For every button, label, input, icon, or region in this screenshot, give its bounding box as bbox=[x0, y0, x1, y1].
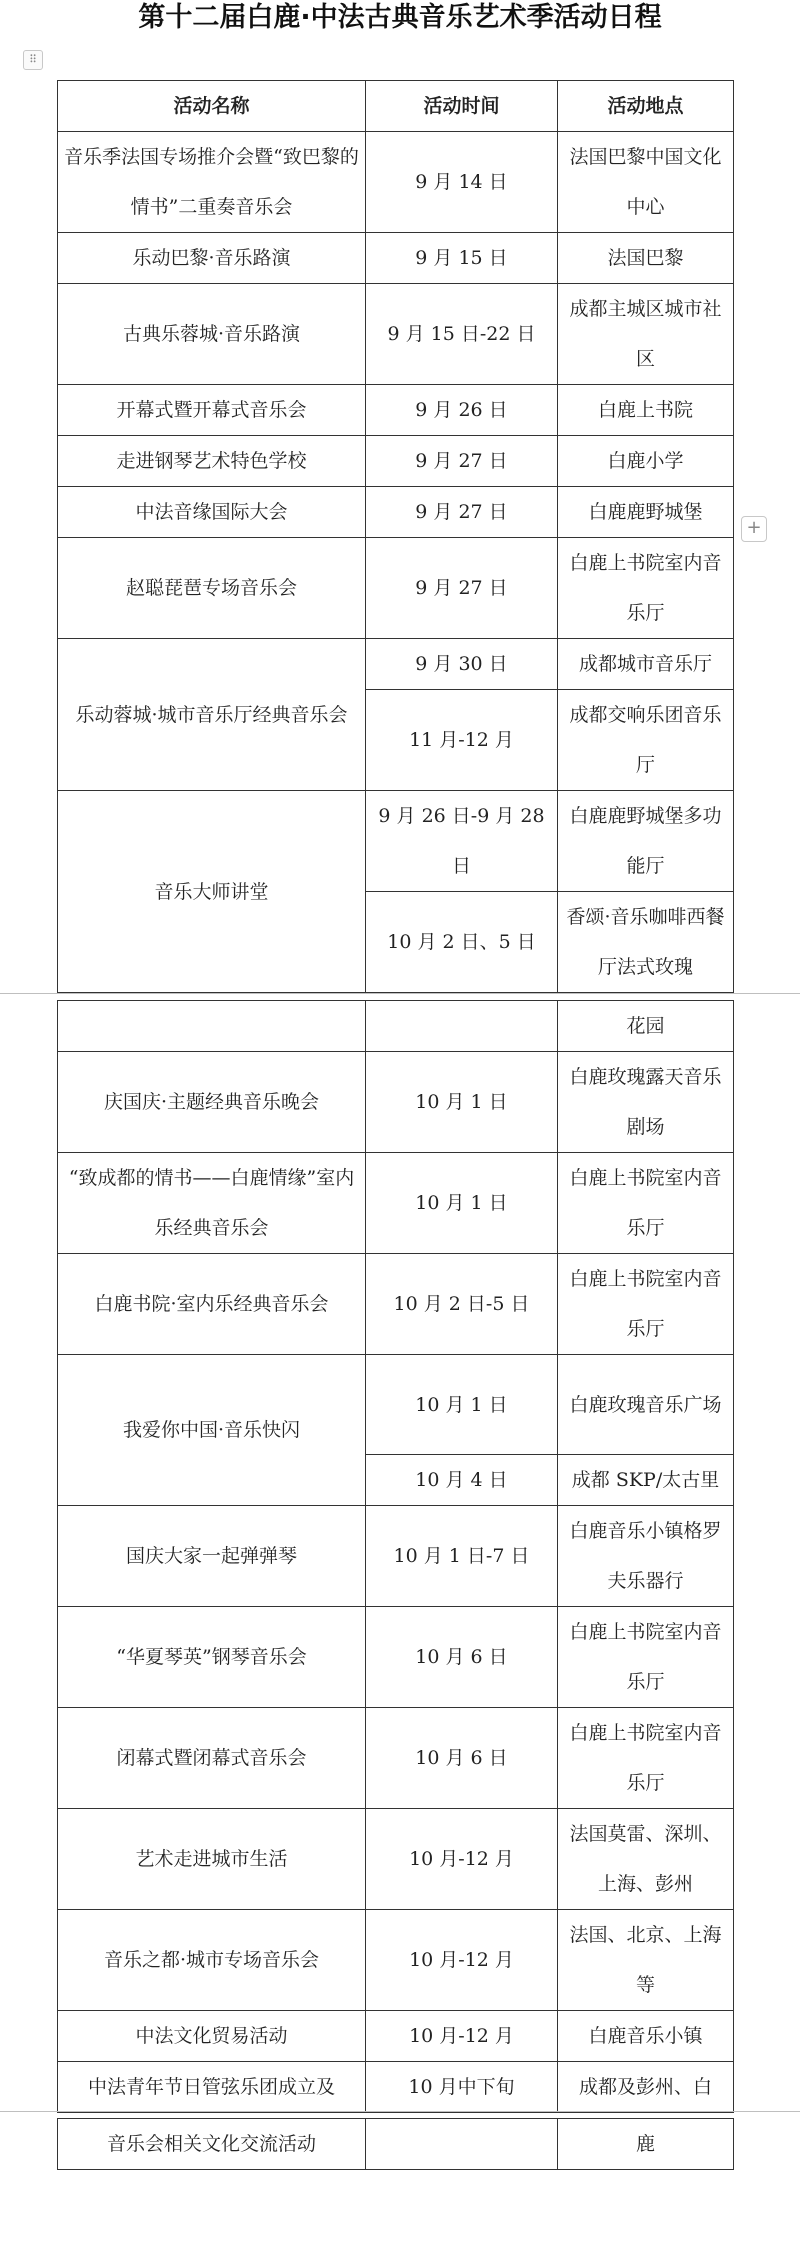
header-activity-name: 活动名称 bbox=[58, 81, 366, 132]
activity-time: 10 月 2 日-5 日 bbox=[366, 1254, 558, 1355]
activity-name: 白鹿书院·室内乐经典音乐会 bbox=[58, 1254, 366, 1355]
table-header-row bbox=[58, 81, 734, 132]
table-row bbox=[58, 1153, 734, 1254]
activity-place: 法国莫雷、深圳、上海、彭州 bbox=[558, 1809, 734, 1910]
table-row bbox=[58, 436, 734, 487]
activity-name: 赵聪琵琶专场音乐会 bbox=[58, 538, 366, 639]
activity-name bbox=[58, 1001, 366, 1052]
table-row bbox=[58, 1254, 734, 1355]
activity-place: 香颂·音乐咖啡西餐厅法式玫瑰 bbox=[558, 892, 734, 993]
page-title: 第十二届白鹿·中法古典音乐艺术季活动日程 bbox=[138, 2, 662, 33]
activity-time: 9 月 30 日 bbox=[366, 639, 558, 690]
activity-time: 10 月 4 日 bbox=[366, 1455, 558, 1506]
activity-time: 9 月 27 日 bbox=[366, 487, 558, 538]
activity-place: 法国巴黎 bbox=[558, 233, 734, 284]
add-row-icon[interactable]: + bbox=[741, 516, 767, 542]
table-row bbox=[58, 791, 734, 892]
activity-time: 10 月 1 日-7 日 bbox=[366, 1506, 558, 1607]
activity-name: 音乐之都·城市专场音乐会 bbox=[58, 1910, 366, 2011]
activity-time: 10 月 1 日 bbox=[366, 1052, 558, 1153]
table-row bbox=[58, 538, 734, 639]
activity-place: 白鹿鹿野城堡多功能厅 bbox=[558, 791, 734, 892]
table-row bbox=[58, 639, 734, 690]
activity-name: 中法文化贸易活动 bbox=[58, 2011, 366, 2062]
activity-place: 成都城市音乐厅 bbox=[558, 639, 734, 690]
activity-place: 白鹿上书院室内音乐厅 bbox=[558, 1254, 734, 1355]
activity-place: 白鹿鹿野城堡 bbox=[558, 487, 734, 538]
table-row bbox=[58, 1809, 734, 1910]
activity-name: 我爱你中国·音乐快闪 bbox=[58, 1355, 366, 1506]
table-row bbox=[58, 233, 734, 284]
activity-place: 成都主城区城市社区 bbox=[558, 284, 734, 385]
page-break-divider bbox=[0, 993, 800, 994]
activity-time: 10 月-12 月 bbox=[366, 1910, 558, 2011]
activity-time: 10 月 6 日 bbox=[366, 1708, 558, 1809]
table-row bbox=[58, 487, 734, 538]
activity-time: 10 月中下旬 bbox=[366, 2062, 558, 2113]
activity-name: 庆国庆·主题经典音乐晚会 bbox=[58, 1052, 366, 1153]
activity-name: 中法青年节日管弦乐团成立及 bbox=[58, 2062, 366, 2113]
activity-name: 乐动巴黎·音乐路演 bbox=[58, 233, 366, 284]
activity-place: 白鹿音乐小镇 bbox=[558, 2011, 734, 2062]
activity-place: 白鹿小学 bbox=[558, 436, 734, 487]
schedule-table-page1 bbox=[57, 80, 734, 993]
header-activity-place: 活动地点 bbox=[558, 81, 734, 132]
activity-place: 白鹿上书院 bbox=[558, 385, 734, 436]
activity-place: 成都交响乐团音乐厅 bbox=[558, 690, 734, 791]
activity-name: “致成都的情书——白鹿情缘”室内乐经典音乐会 bbox=[58, 1153, 366, 1254]
activity-time: 9 月 26 日 bbox=[366, 385, 558, 436]
table-row bbox=[58, 2011, 734, 2062]
activity-time: 10 月 6 日 bbox=[366, 1607, 558, 1708]
table-row bbox=[58, 1607, 734, 1708]
activity-place: 白鹿上书院室内音乐厅 bbox=[558, 1607, 734, 1708]
page-break-divider bbox=[0, 2111, 800, 2112]
activity-time: 9 月 27 日 bbox=[366, 538, 558, 639]
activity-name: 中法音缘国际大会 bbox=[58, 487, 366, 538]
activity-place: 法国巴黎中国文化中心 bbox=[558, 132, 734, 233]
activity-time: 10 月-12 月 bbox=[366, 2011, 558, 2062]
activity-name: 音乐季法国专场推介会暨“致巴黎的情书”二重奏音乐会 bbox=[58, 132, 366, 233]
activity-time bbox=[366, 2119, 558, 2170]
schedule-table-page2 bbox=[57, 1000, 734, 2113]
activity-place: 成都 SKP/太古里 bbox=[558, 1455, 734, 1506]
activity-place: 成都及彭州、白 bbox=[558, 2062, 734, 2113]
table-row bbox=[58, 1355, 734, 1455]
activity-name: 艺术走进城市生活 bbox=[58, 1809, 366, 1910]
activity-place: 鹿 bbox=[558, 2119, 734, 2170]
activity-name: 乐动蓉城·城市音乐厅经典音乐会 bbox=[58, 639, 366, 791]
activity-place: 白鹿音乐小镇格罗夫乐器行 bbox=[558, 1506, 734, 1607]
table-row bbox=[58, 2062, 734, 2113]
activity-time: 9 月 14 日 bbox=[366, 132, 558, 233]
table-row bbox=[58, 385, 734, 436]
table-row bbox=[58, 1001, 734, 1052]
activity-time: 9 月 26 日-9 月 28 日 bbox=[366, 791, 558, 892]
activity-time: 10 月 2 日、5 日 bbox=[366, 892, 558, 993]
table-drag-handle-icon[interactable]: ⠿ bbox=[23, 50, 43, 70]
activity-name: 音乐会相关文化交流活动 bbox=[58, 2119, 366, 2170]
activity-place: 花园 bbox=[558, 1001, 734, 1052]
activity-place: 白鹿上书院室内音乐厅 bbox=[558, 1153, 734, 1254]
activity-place: 白鹿玫瑰露天音乐剧场 bbox=[558, 1052, 734, 1153]
header-activity-time: 活动时间 bbox=[366, 81, 558, 132]
activity-place: 白鹿上书院室内音乐厅 bbox=[558, 1708, 734, 1809]
activity-time: 9 月 15 日-22 日 bbox=[366, 284, 558, 385]
activity-name: 闭幕式暨闭幕式音乐会 bbox=[58, 1708, 366, 1809]
activity-time: 10 月-12 月 bbox=[366, 1809, 558, 1910]
activity-time: 9 月 27 日 bbox=[366, 436, 558, 487]
schedule-table-page3 bbox=[57, 2118, 734, 2170]
activity-time: 9 月 15 日 bbox=[366, 233, 558, 284]
activity-place: 白鹿上书院室内音乐厅 bbox=[558, 538, 734, 639]
activity-name: 国庆大家一起弹弹琴 bbox=[58, 1506, 366, 1607]
table-row bbox=[58, 1708, 734, 1809]
table-row bbox=[58, 284, 734, 385]
table-row bbox=[58, 1910, 734, 2011]
table-row bbox=[58, 1052, 734, 1153]
activity-name: 走进钢琴艺术特色学校 bbox=[58, 436, 366, 487]
table-row bbox=[58, 1506, 734, 1607]
activity-place: 白鹿玫瑰音乐广场 bbox=[558, 1355, 734, 1455]
activity-time bbox=[366, 1001, 558, 1052]
activity-time: 11 月-12 月 bbox=[366, 690, 558, 791]
table-row bbox=[58, 132, 734, 233]
activity-time: 10 月 1 日 bbox=[366, 1153, 558, 1254]
activity-name: 古典乐蓉城·音乐路演 bbox=[58, 284, 366, 385]
activity-place: 法国、北京、上海等 bbox=[558, 1910, 734, 2011]
activity-time: 10 月 1 日 bbox=[366, 1355, 558, 1455]
activity-name: 音乐大师讲堂 bbox=[58, 791, 366, 993]
table-row bbox=[58, 2119, 734, 2170]
activity-name: 开幕式暨开幕式音乐会 bbox=[58, 385, 366, 436]
activity-name: “华夏琴英”钢琴音乐会 bbox=[58, 1607, 366, 1708]
